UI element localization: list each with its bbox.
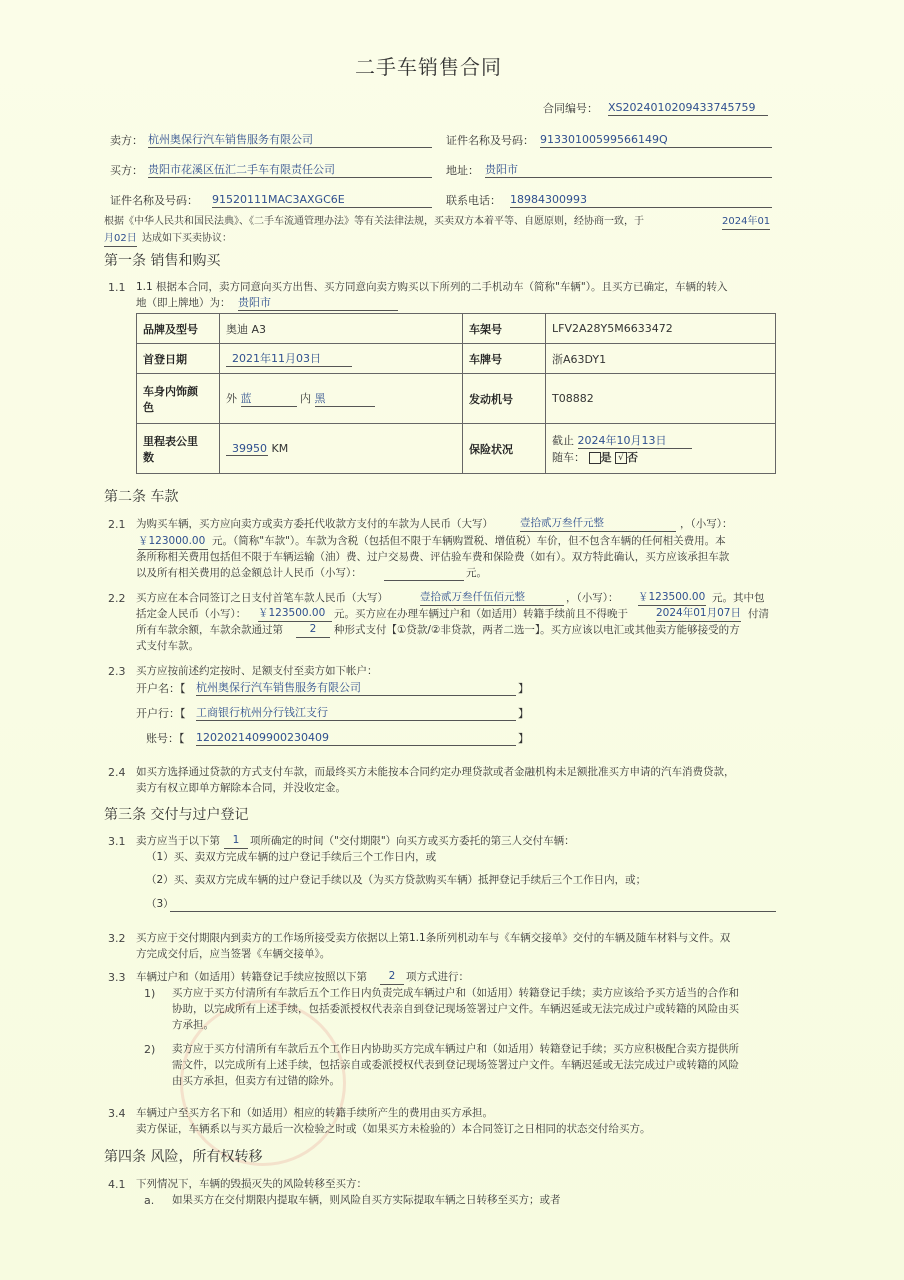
art2-3-line1: 买方应按前述约定按时、足额支付至卖方如下帐户： — [136, 665, 378, 677]
seller-id-label: 证件名称及号码： — [446, 134, 534, 147]
art2-1-line4: 以及所有相关费用的总金额总计人民币（小写）： — [136, 567, 362, 579]
art2-2-amount: ￥123500.00 — [638, 590, 706, 606]
ins-with-label: 随车： — [552, 451, 585, 464]
buyer-addr: 贵阳市 — [485, 162, 772, 178]
plate-label: 车牌号 — [463, 344, 546, 374]
article-4-title: 第四条 风险，所有权转移 — [104, 1149, 263, 1165]
insurance-cell — [546, 424, 776, 474]
art3-1-option-3-blank — [170, 897, 776, 912]
buyer-name: 贵阳市花溪区伍汇二手车有限责任公司 — [148, 162, 432, 178]
art3-3-2-line1: 卖方应于买方付清所有车款后五个工作日内协助买方完成车辆过户和（如适用）转籍登记手续；买方应积极配合卖方提供所 — [172, 1043, 739, 1055]
odo-label-cell — [137, 424, 220, 474]
art3-3-2-line3: 由买方承担，但卖方有过错的除外。 — [172, 1075, 340, 1087]
int-label: 内 — [300, 392, 311, 405]
art2-3-num: 2.3 — [108, 665, 126, 678]
preamble-date-a: 2024年01 — [722, 214, 770, 230]
art3-3-2-line2: 需文件，以完成所有上述手续，包括亲自或委派授权代表到登记现场签署过户文件。车辆迟延或无法完成过户或转籍的风险 — [172, 1059, 739, 1071]
art3-1-line1: 卖方应当于以下第 — [136, 835, 220, 847]
preamble-line-2: 达成如下买卖协议： — [142, 233, 232, 244]
art2-2-deposit: ￥123500.00 — [258, 606, 332, 622]
article-1-title: 第一条 销售和购买 — [104, 253, 221, 269]
art2-1-upper: 壹拾贰万叁仟元整 — [520, 516, 676, 532]
preamble-line-1: 根据《中华人民共和国民法典》、《二手车流通管理办法》等有关法律法规，买卖双方本着平等、自愿原则，经协商一致，于 — [104, 216, 644, 227]
color-label-cell — [137, 374, 220, 424]
page-title: 二手车销售合同 — [355, 55, 502, 79]
vin-value: LFV2A28Y5M6633472 — [546, 314, 776, 344]
art3-3-1-line1: 买方应于买方付清所有车款后五个工作日内负责完成车辆过户和（如适用）转籍登记手续；卖方应该给予买方适当的合作和 — [172, 987, 739, 999]
contract-no-label: 合同编号： — [543, 102, 598, 115]
art4-1-line1: 下列情况下，车辆的毁损灭失的风险转移至买方： — [136, 1178, 367, 1190]
art3-3-2-num: 2) — [144, 1043, 156, 1056]
engine-value: T08882 — [546, 374, 776, 424]
art3-1-line1b: 项所确定的时间（"交付期限"）向买方或买方委托的第三人交付车辆： — [250, 835, 575, 847]
odo-value: 39950 — [226, 442, 268, 456]
art2-1-line4b: 元。 — [466, 567, 487, 579]
art2-1-amount: ￥123000.00 — [138, 534, 208, 550]
art4-1-a-num: a. — [144, 1194, 155, 1207]
engine-label: 发动机号 — [463, 374, 546, 424]
art2-2-line2: 括定金人民币（小写）： — [136, 608, 247, 620]
art2-1-line2: 元。（简称"车款"）。车款为含税（包括但不限于车辆购置税、增值税）车价，但不包含车辆的任何相关费用。本 — [212, 535, 726, 547]
art2-2-line2b: 元。买方应在办理车辆过户和（如适用）转籍手续前且不得晚于 — [334, 608, 628, 620]
no-label: 否 — [627, 451, 638, 464]
brand-value: 奥迪 A3 — [220, 314, 463, 344]
art3-3-1-line3: 方承担。 — [172, 1019, 214, 1031]
acct-no-close: 】 — [518, 732, 529, 745]
art3-4-num: 3.4 — [108, 1107, 126, 1120]
acct-name-close: 】 — [518, 682, 529, 695]
article-3-title: 第三条 交付与过户登记 — [104, 807, 249, 823]
reg-date-cell — [220, 344, 463, 374]
odo-cell — [220, 424, 463, 474]
art1-1-num: 1.1 — [108, 281, 126, 294]
art2-2-line1b: ，（小写）： — [566, 592, 619, 604]
checkbox-yes — [589, 452, 601, 464]
art3-1-option-3: （3） — [146, 898, 174, 910]
art2-2-date: 2024年01月07日 — [656, 606, 741, 622]
odo-unit: KM — [271, 441, 289, 455]
art2-4-line2: 卖方有权立即单方解除本合同，并没收定金。 — [136, 782, 346, 794]
art3-1-choice: 1 — [224, 833, 248, 849]
seller-label: 卖方： — [110, 134, 143, 147]
preamble-date-b: 月02日 — [104, 231, 137, 247]
seller-name: 杭州奥保行汽车销售服务有限公司 — [148, 132, 432, 148]
art2-2-line4: 式支付车款。 — [136, 640, 199, 652]
reg-date-value: 2021年11月03日 — [226, 350, 352, 367]
yes-label: 是 — [600, 451, 612, 464]
ext-label: 外 — [226, 392, 237, 405]
art2-4-line1: 如买方选择通过贷款的方式支付车款，而最终买方未能按本合同约定办理贷款或者金融机构未足额批准买方申请的汽车消费贷款， — [136, 766, 735, 778]
seller-id: 91330100599566149Q — [540, 132, 772, 148]
art3-3-line1b: 项方式进行： — [406, 971, 469, 983]
art2-2-method: 2 — [296, 622, 330, 638]
acct-bank-close: 】 — [518, 707, 529, 720]
art2-1-num: 2.1 — [108, 518, 126, 531]
art2-2-line1c: 元。其中包 — [712, 592, 765, 604]
art3-1-option-2: （2）买、卖双方完成车辆的过户登记手续以及（为买方贷款购买车辆）抵押登记手续后三个工作日内，或； — [146, 874, 647, 886]
art3-4-line1: 车辆过户至买方名下和（如适用）相应的转籍手续所产生的费用由买方承担。 — [136, 1107, 493, 1119]
acct-no-label: 账号：【 — [146, 732, 185, 745]
buyer-addr-label: 地址： — [446, 164, 479, 177]
art3-3-1-line2: 协助，以完成所有上述手续，包括委派授权代表亲自到登记现场签署过户文件。车辆迟延或无法完成过户或转籍的风险由买 — [172, 1003, 739, 1015]
odo-label-1: 里程表公里 — [143, 434, 198, 448]
art2-1-line3: 条所称相关费用包括但不限于车辆运输（油）费、过户交易费、评估验车费和保险费（如有）。双方特此确认，买方应该承担车款 — [136, 551, 730, 563]
art3-2-line2: 方完成交付后，应当签署《车辆交接单》。 — [136, 948, 331, 960]
art2-2-line1: 买方应在本合同签订之日支付首笔车款人民币（大写） — [136, 592, 388, 604]
art3-1-num: 3.1 — [108, 835, 126, 848]
acct-name-label: 开户名：【 — [136, 682, 186, 695]
color-cell — [220, 374, 463, 424]
art1-1-text: 1.1 根据本合同，卖方同意向买方出售、买方同意向卖方购买以下所列的二手机动车（简称"车辆"）。且买方已确定，车辆的转入 — [136, 281, 728, 293]
art2-2-line2c: 付清 — [748, 608, 769, 620]
insurance-label: 保险状况 — [463, 424, 546, 474]
reg-date-label: 首登日期 — [137, 344, 220, 374]
buyer-id: 91520111MAC3AXGC6E — [212, 192, 432, 208]
acct-name: 杭州奥保行汽车销售服务有限公司 — [196, 680, 516, 696]
art3-2-num: 3.2 — [108, 932, 126, 945]
acct-no: 1202021409900230409 — [196, 730, 516, 746]
art2-2-upper: 壹拾贰万叁仟伍佰元整 — [420, 590, 564, 606]
buyer-phone-label: 联系电话： — [446, 194, 501, 207]
buyer-phone: 18984300993 — [510, 192, 772, 208]
art3-4-line2: 卖方保证，车辆系以与买方最后一次检验之时或（如果买方未检验的）本合同签订之日相同的状态交付给买方。 — [136, 1123, 651, 1135]
acct-bank-label: 开户行：【 — [136, 707, 186, 720]
art3-3-num: 3.3 — [108, 971, 126, 984]
art2-2-line3: 所有车款余额，车款余款通过第 — [136, 624, 283, 636]
art2-4-num: 2.4 — [108, 766, 126, 779]
art2-1-line1: 为购买车辆，买方应向卖方或卖方委托代收款方支付的车款为人民币（大写） — [136, 518, 493, 530]
brand-label: 品牌及型号 — [137, 314, 220, 344]
art3-3-choice: 2 — [380, 969, 404, 985]
vin-label: 车架号 — [463, 314, 546, 344]
art3-1-option-1: （1）买、卖双方完成车辆的过户登记手续后三个工作日内，或 — [146, 851, 437, 863]
buyer-id-label: 证件名称及号码： — [110, 194, 198, 207]
art1-1-text2: 地（即上牌地）为： — [136, 297, 231, 309]
buyer-label: 买方： — [110, 164, 143, 177]
art2-1-line1b: ，（小写）： — [680, 518, 733, 530]
plate-value: 浙A63DY1 — [546, 344, 776, 374]
art2-2-num: 2.2 — [108, 592, 126, 605]
transfer-place: 贵阳市 — [238, 295, 398, 311]
art3-3-1-num: 1) — [144, 987, 156, 1000]
contract-no: XS2024010209433745759 — [608, 100, 768, 116]
color-label-2: 色 — [143, 400, 154, 414]
acct-bank: 工商银行杭州分行钱江支行 — [196, 705, 516, 721]
art3-3-line1: 车辆过户和（如适用）转籍登记手续应按照以下第 — [136, 971, 367, 983]
art4-1-a: 如果买方在交付期限内提取车辆，则风险自买方实际提取车辆之日转移至买方；或者 — [172, 1194, 561, 1206]
ins-until-label: 截止 — [552, 434, 574, 447]
odo-label-2: 数 — [143, 450, 154, 464]
article-2-title: 第二条 车款 — [104, 489, 179, 505]
vehicle-table — [136, 313, 776, 474]
ext-color: 蓝 — [241, 390, 297, 407]
ins-until-date: 2024年10月13日 — [578, 432, 692, 449]
art4-1-num: 4.1 — [108, 1178, 126, 1191]
checkbox-no: √ — [615, 452, 627, 464]
int-color: 黑 — [315, 390, 375, 407]
art2-1-total-blank — [384, 566, 464, 581]
art2-2-line3b: 种形式支付【①贷款/②非贷款，两者二选一】。买方应该以电汇或其他卖方能够接受的方 — [334, 624, 740, 636]
art3-2-line1: 买方应于交付期限内到卖方的工作场所接受卖方依据以上第1.1条所列机动车与《车辆交接单》交付的车辆及随车材料与文件。双 — [136, 932, 731, 944]
color-label-1: 车身内饰颜 — [143, 384, 198, 398]
